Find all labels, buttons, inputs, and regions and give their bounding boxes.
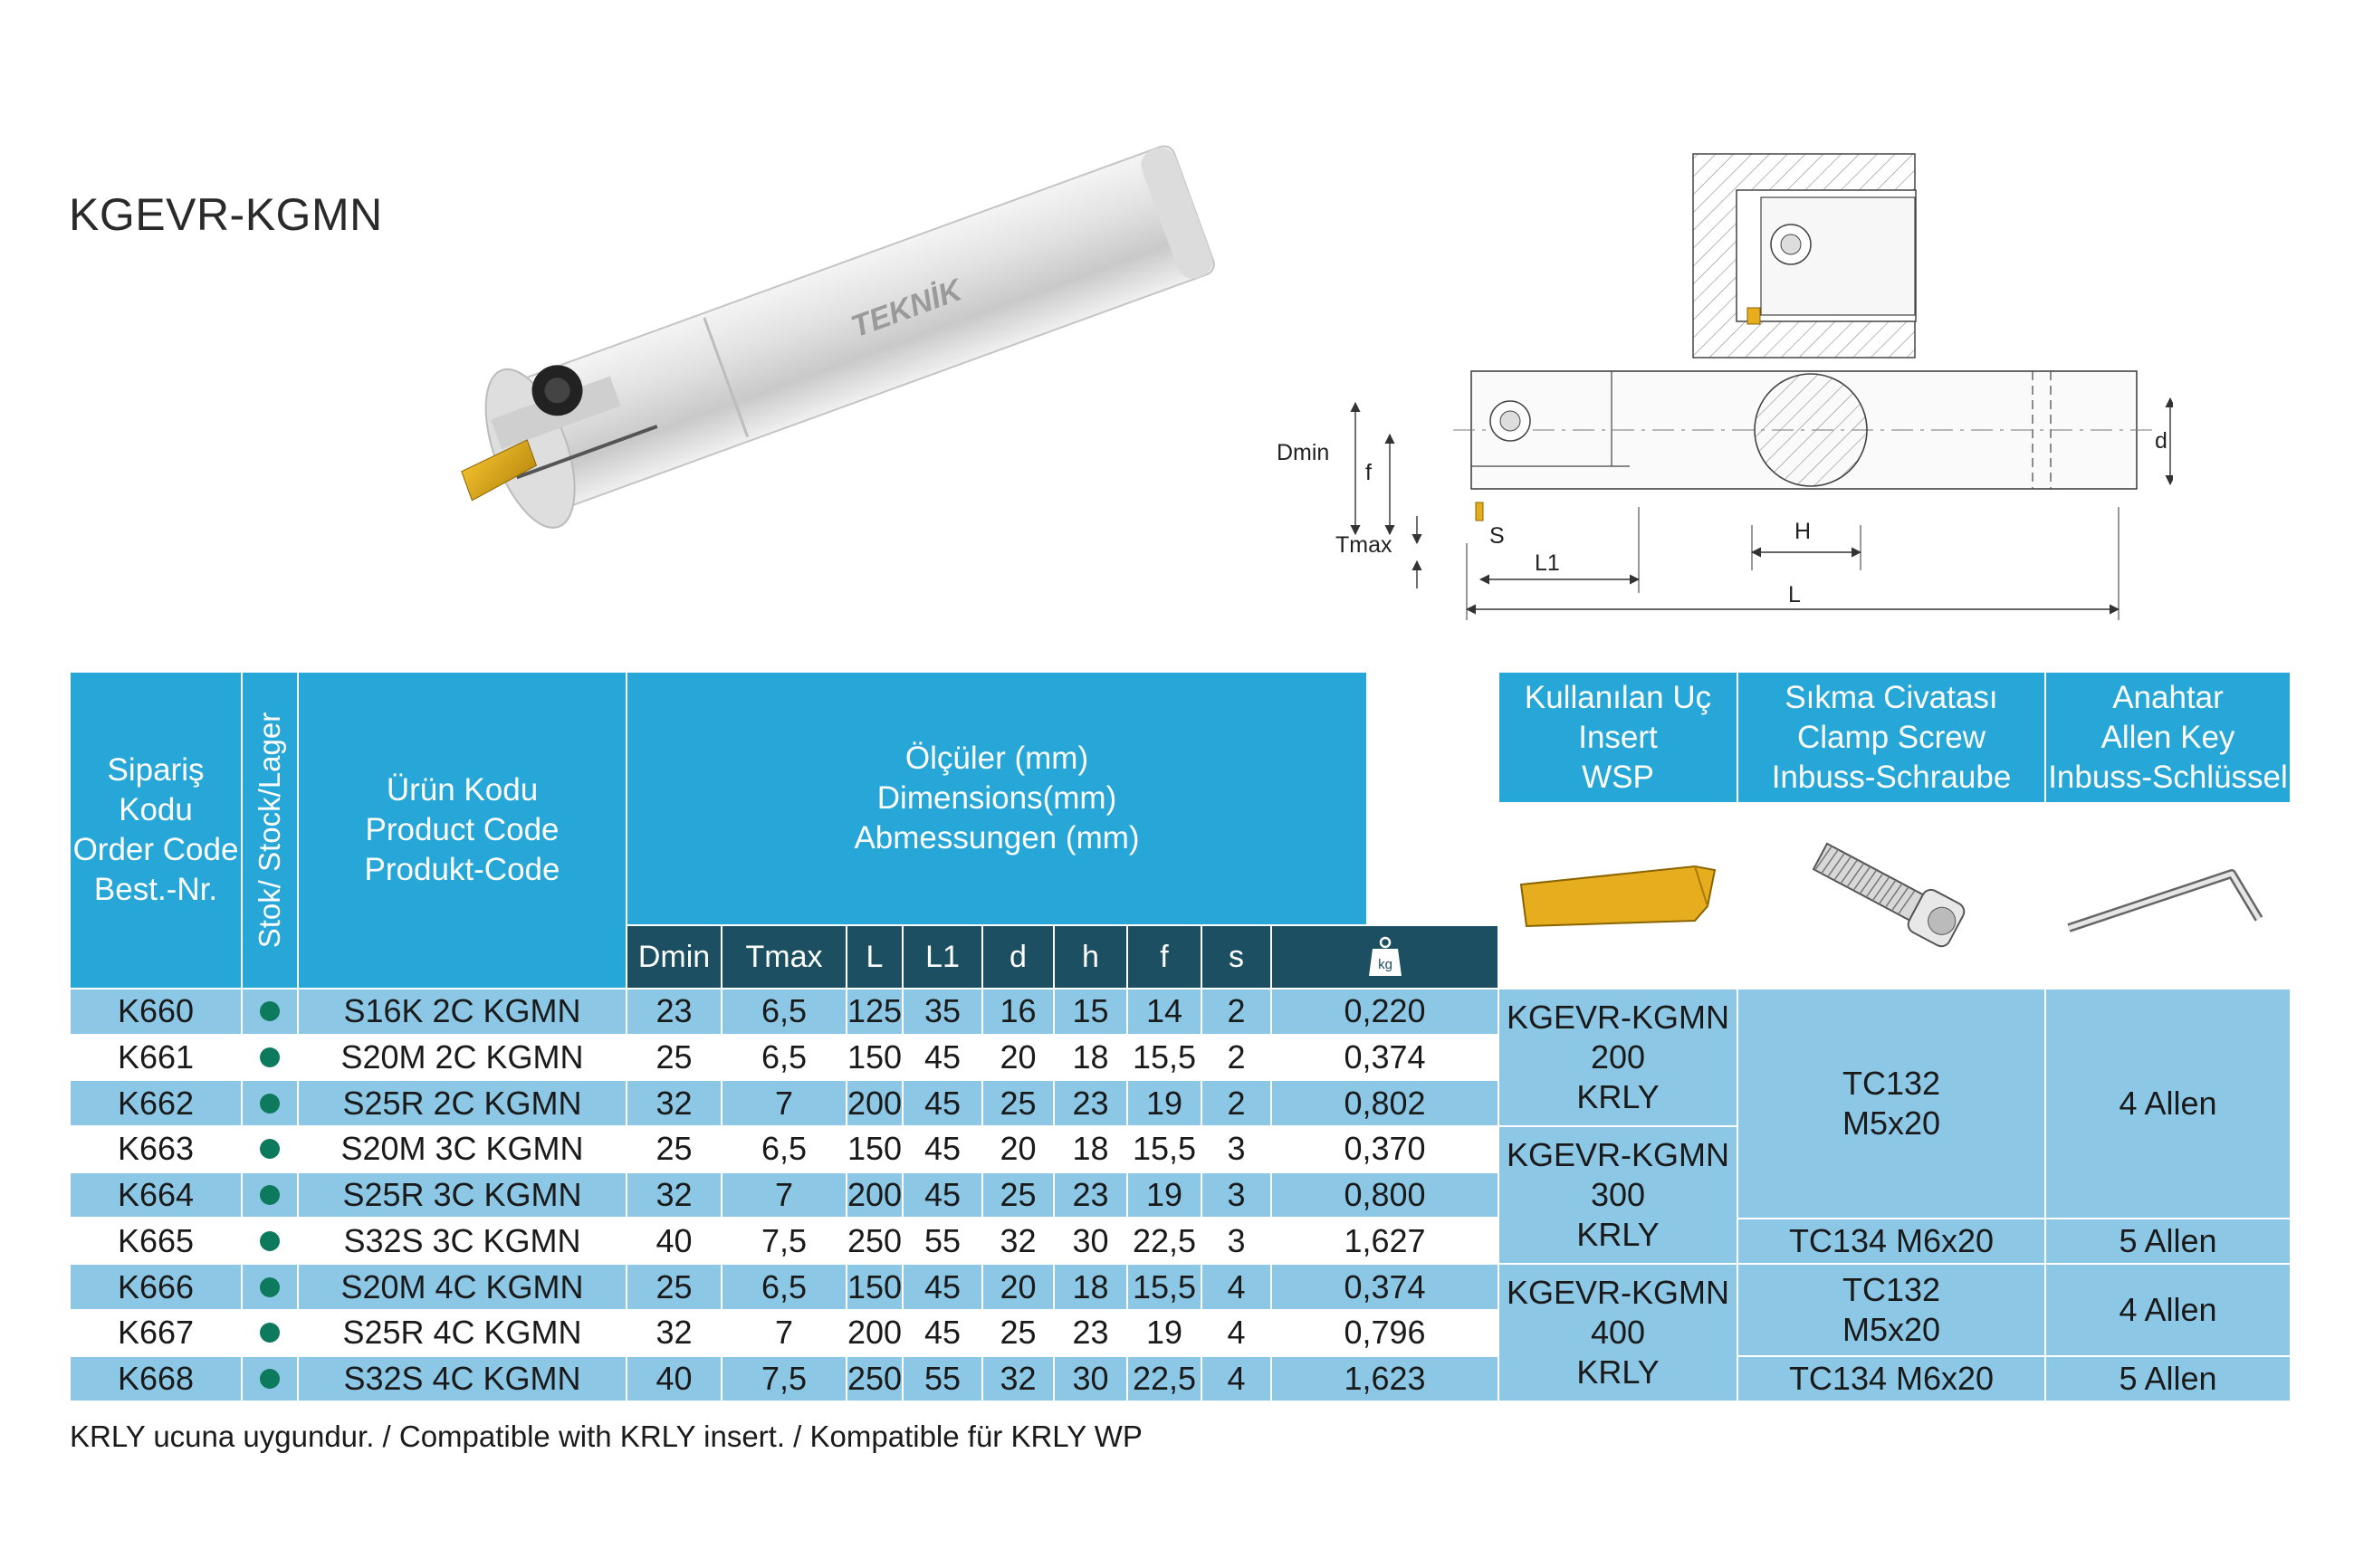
order-code-cell: K661 xyxy=(71,1036,241,1080)
stock-cell xyxy=(243,1036,297,1080)
dim-cell-s: 4 xyxy=(1202,1265,1270,1309)
product-code-cell: S16K 2C KGMN xyxy=(299,990,626,1034)
insert-icon xyxy=(1514,856,1722,937)
header-order-code: Sipariş Kodu Order Code Best.-Nr. xyxy=(71,673,241,988)
dim-cell-tmax: 6,5 xyxy=(722,1265,846,1309)
header-dim-l: L xyxy=(847,926,902,988)
weight-cell: 0,374 xyxy=(1272,1036,1498,1080)
dim-cell-f: 19 xyxy=(1128,1311,1201,1355)
label-d: d xyxy=(2155,428,2167,454)
dim-cell-f: 22,5 xyxy=(1128,1357,1201,1401)
dim-cell-h: 15 xyxy=(1055,990,1126,1034)
product-code-cell: S32S 4C KGMN xyxy=(299,1357,626,1401)
in-stock-dot xyxy=(260,1139,280,1159)
product-code-cell: S20M 2C KGMN xyxy=(299,1036,626,1080)
dim-cell-tmax: 6,5 xyxy=(722,990,846,1034)
dim-cell-dmin: 32 xyxy=(627,1081,721,1125)
in-stock-dot xyxy=(260,1231,280,1251)
weight-cell: 0,370 xyxy=(1272,1127,1498,1171)
dim-cell-l: 150 xyxy=(847,1036,902,1080)
weight-cell: 0,802 xyxy=(1272,1081,1498,1125)
dim-cell-d: 32 xyxy=(983,1219,1053,1264)
in-stock-dot xyxy=(260,1094,280,1114)
dim-cell-f: 14 xyxy=(1128,990,1201,1034)
detail-view xyxy=(1693,154,1916,358)
dim-cell-l1: 55 xyxy=(904,1219,981,1264)
dim-cell-s: 3 xyxy=(1202,1219,1270,1264)
dim-cell-f: 22,5 xyxy=(1128,1219,1201,1264)
dim-cell-f: 19 xyxy=(1128,1081,1201,1125)
stock-cell xyxy=(243,1219,297,1264)
label-dmin: Dmin xyxy=(1277,440,1330,465)
dim-cell-dmin: 40 xyxy=(627,1219,721,1264)
weight-icon xyxy=(1367,936,1403,978)
dim-cell-d: 20 xyxy=(983,1127,1053,1171)
dim-cell-l: 150 xyxy=(847,1127,902,1171)
order-code-cell: K667 xyxy=(71,1311,241,1355)
compatibility-note: KRLY ucuna uygundur. / Compatible with KRLY insert. / Kompatible für KRLY WP xyxy=(70,1420,1143,1453)
order-code-cell: K666 xyxy=(71,1265,241,1309)
dim-cell-dmin: 40 xyxy=(627,1357,721,1401)
in-stock-dot xyxy=(260,1001,280,1021)
allen-key-cell: 5 Allen xyxy=(2046,1357,2290,1401)
dim-cell-s: 2 xyxy=(1202,990,1270,1034)
label-h: H xyxy=(1794,519,1812,544)
screw-icon xyxy=(1792,824,1991,969)
dim-cell-l1: 45 xyxy=(904,1311,981,1355)
label-l1: L1 xyxy=(1535,550,1560,576)
dim-cell-h: 30 xyxy=(1055,1357,1126,1401)
side-view xyxy=(1453,371,2155,521)
header-dimensions: Ölçüler (mm) Dimensions(mm) Abmessungen (mm) xyxy=(627,673,1366,924)
in-stock-dot xyxy=(260,1323,280,1343)
screw-cell: TC132 M5x20 xyxy=(1738,990,2044,1218)
stock-cell xyxy=(243,1127,297,1171)
clamp-screw-image xyxy=(1738,804,2044,988)
dim-cell-tmax: 7 xyxy=(722,1081,846,1125)
tool-holder-image xyxy=(398,109,1231,552)
dim-cell-s: 2 xyxy=(1202,1081,1270,1125)
dim-cell-f: 15,5 xyxy=(1128,1127,1201,1171)
dim-cell-dmin: 25 xyxy=(627,1127,721,1171)
dim-cell-h: 18 xyxy=(1055,1036,1126,1080)
header-dim-tmax: Tmax xyxy=(722,926,846,988)
header-dim-f: f xyxy=(1128,926,1201,988)
allen-key-cell: 4 Allen xyxy=(2046,1265,2290,1354)
header-dim-l1: L1 xyxy=(904,926,981,988)
weight-cell: 0,800 xyxy=(1272,1173,1498,1218)
order-code-cell: K668 xyxy=(71,1357,241,1401)
dim-cell-tmax: 7,5 xyxy=(722,1357,846,1401)
dim-cell-l1: 45 xyxy=(904,1173,981,1218)
stock-cell xyxy=(243,1311,297,1355)
header-weight xyxy=(1272,926,1498,988)
dim-cell-h: 30 xyxy=(1055,1219,1126,1264)
dim-cell-f: 15,5 xyxy=(1128,1036,1201,1080)
stock-header-label: Stok/ Stock/Lager xyxy=(253,712,287,949)
technical-drawing xyxy=(1258,145,2173,625)
allen-key-image xyxy=(2046,804,2290,988)
screw-cell: TC134 M6x20 xyxy=(1738,1219,2044,1264)
product-code-cell: S25R 4C KGMN xyxy=(299,1311,626,1355)
dim-cell-d: 16 xyxy=(983,990,1053,1034)
weight-cell: 0,374 xyxy=(1272,1265,1498,1309)
header-dim-dmin: Dmin xyxy=(627,926,721,988)
dim-cell-d: 25 xyxy=(983,1173,1053,1218)
order-code-cell: K665 xyxy=(71,1219,241,1264)
header-dim-s: s xyxy=(1202,926,1270,988)
dim-cell-tmax: 7 xyxy=(722,1173,846,1218)
dim-cell-tmax: 7 xyxy=(722,1311,846,1355)
dim-cell-s: 3 xyxy=(1202,1127,1270,1171)
weight-icon-label: kg xyxy=(1377,957,1392,972)
dim-cell-s: 3 xyxy=(1202,1173,1270,1218)
dim-cell-h: 23 xyxy=(1055,1311,1126,1355)
dim-cell-s: 4 xyxy=(1202,1311,1270,1355)
in-stock-dot xyxy=(260,1369,280,1389)
dim-cell-l1: 55 xyxy=(904,1357,981,1401)
brand-logo: TEKNİK xyxy=(847,272,967,345)
header-allen-key: Anahtar Allen Key Inbuss-Schlüssel xyxy=(2046,673,2290,802)
dim-cell-d: 25 xyxy=(983,1311,1053,1355)
dim-cell-d: 20 xyxy=(983,1265,1053,1309)
dim-cell-f: 19 xyxy=(1128,1173,1201,1218)
order-code-cell: K663 xyxy=(71,1127,241,1171)
dim-cell-s: 2 xyxy=(1202,1036,1270,1080)
dim-cell-d: 25 xyxy=(983,1081,1053,1125)
insert-cell: KGEVR-KGMN 400 KRLY xyxy=(1499,1265,1737,1401)
dim-cell-l: 125 xyxy=(847,990,902,1034)
dim-cell-l: 200 xyxy=(847,1173,902,1218)
weight-cell: 1,623 xyxy=(1272,1357,1498,1401)
screw-cell: TC132 M5x20 xyxy=(1738,1265,2044,1354)
order-code-cell: K662 xyxy=(71,1081,241,1125)
label-s: S xyxy=(1489,523,1505,549)
product-code-cell: S25R 2C KGMN xyxy=(299,1081,626,1125)
dim-cell-l: 200 xyxy=(847,1311,902,1355)
label-l: L xyxy=(1788,582,1801,607)
dim-cell-f: 15,5 xyxy=(1128,1265,1201,1309)
insert-image xyxy=(1499,804,1737,988)
allen-key-cell: 5 Allen xyxy=(2046,1219,2290,1264)
header-dim-h: h xyxy=(1055,926,1126,988)
weight-cell: 1,627 xyxy=(1272,1219,1498,1264)
dim-cell-l: 200 xyxy=(847,1081,902,1125)
dim-cell-h: 23 xyxy=(1055,1081,1126,1125)
stock-cell xyxy=(243,990,297,1034)
page-title: KGEVR-KGMN xyxy=(69,189,383,240)
dim-cell-l: 250 xyxy=(847,1357,902,1401)
product-code-cell: S25R 3C KGMN xyxy=(299,1173,626,1218)
screw-cell: TC134 M6x20 xyxy=(1738,1357,2044,1401)
in-stock-dot xyxy=(260,1185,280,1205)
dim-cell-dmin: 32 xyxy=(627,1173,721,1218)
spec-table xyxy=(70,672,2291,1405)
in-stock-dot xyxy=(260,1047,280,1067)
header-dim-d: d xyxy=(983,926,1053,988)
dim-cell-l1: 35 xyxy=(904,990,981,1034)
product-code-cell: S32S 3C KGMN xyxy=(299,1219,626,1264)
order-code-cell: K664 xyxy=(71,1173,241,1218)
dim-cell-h: 23 xyxy=(1055,1173,1126,1218)
header-insert: Kullanılan Uç Insert WSP xyxy=(1499,673,1737,802)
dim-cell-dmin: 25 xyxy=(627,1265,721,1309)
insert-cell: KGEVR-KGMN 200 KRLY xyxy=(1499,990,1737,1125)
weight-cell: 0,796 xyxy=(1272,1311,1498,1355)
stock-cell xyxy=(243,1081,297,1125)
product-code-cell: S20M 3C KGMN xyxy=(299,1127,626,1171)
dim-cell-h: 18 xyxy=(1055,1127,1126,1171)
insert-cell: KGEVR-KGMN 300 KRLY xyxy=(1499,1127,1737,1263)
dim-cell-s: 4 xyxy=(1202,1357,1270,1401)
allen-key-cell: 4 Allen xyxy=(2046,990,2290,1218)
dim-cell-l1: 45 xyxy=(904,1265,981,1309)
stock-cell xyxy=(243,1357,297,1401)
dim-cell-d: 32 xyxy=(983,1357,1053,1401)
weight-cell: 0,220 xyxy=(1272,990,1498,1034)
dim-cell-l1: 45 xyxy=(904,1081,981,1125)
in-stock-dot xyxy=(260,1277,280,1297)
header-stock xyxy=(243,673,297,988)
dim-cell-h: 18 xyxy=(1055,1265,1126,1309)
label-f: f xyxy=(1365,460,1372,485)
header-clamp-screw: Sıkma Civatası Clamp Screw Inbuss-Schraube xyxy=(1738,673,2044,802)
dim-cell-tmax: 7,5 xyxy=(722,1219,846,1264)
dim-cell-l: 150 xyxy=(847,1265,902,1309)
allen-key-icon xyxy=(2060,846,2277,946)
stock-cell xyxy=(243,1173,297,1218)
order-code-cell: K660 xyxy=(71,990,241,1034)
dim-cell-dmin: 23 xyxy=(627,990,721,1034)
dim-cell-tmax: 6,5 xyxy=(722,1127,846,1171)
stock-cell xyxy=(243,1265,297,1309)
dim-cell-l: 250 xyxy=(847,1219,902,1264)
dim-cell-tmax: 6,5 xyxy=(722,1036,846,1080)
dim-cell-d: 20 xyxy=(983,1036,1053,1080)
header-product-code: Ürün Kodu Product Code Produkt-Code xyxy=(299,673,626,988)
dim-cell-l1: 45 xyxy=(904,1036,981,1080)
dim-cell-dmin: 32 xyxy=(627,1311,721,1355)
dim-cell-l1: 45 xyxy=(904,1127,981,1171)
dim-cell-dmin: 25 xyxy=(627,1036,721,1080)
label-tmax: Tmax xyxy=(1335,532,1392,558)
product-code-cell: S20M 4C KGMN xyxy=(299,1265,626,1309)
